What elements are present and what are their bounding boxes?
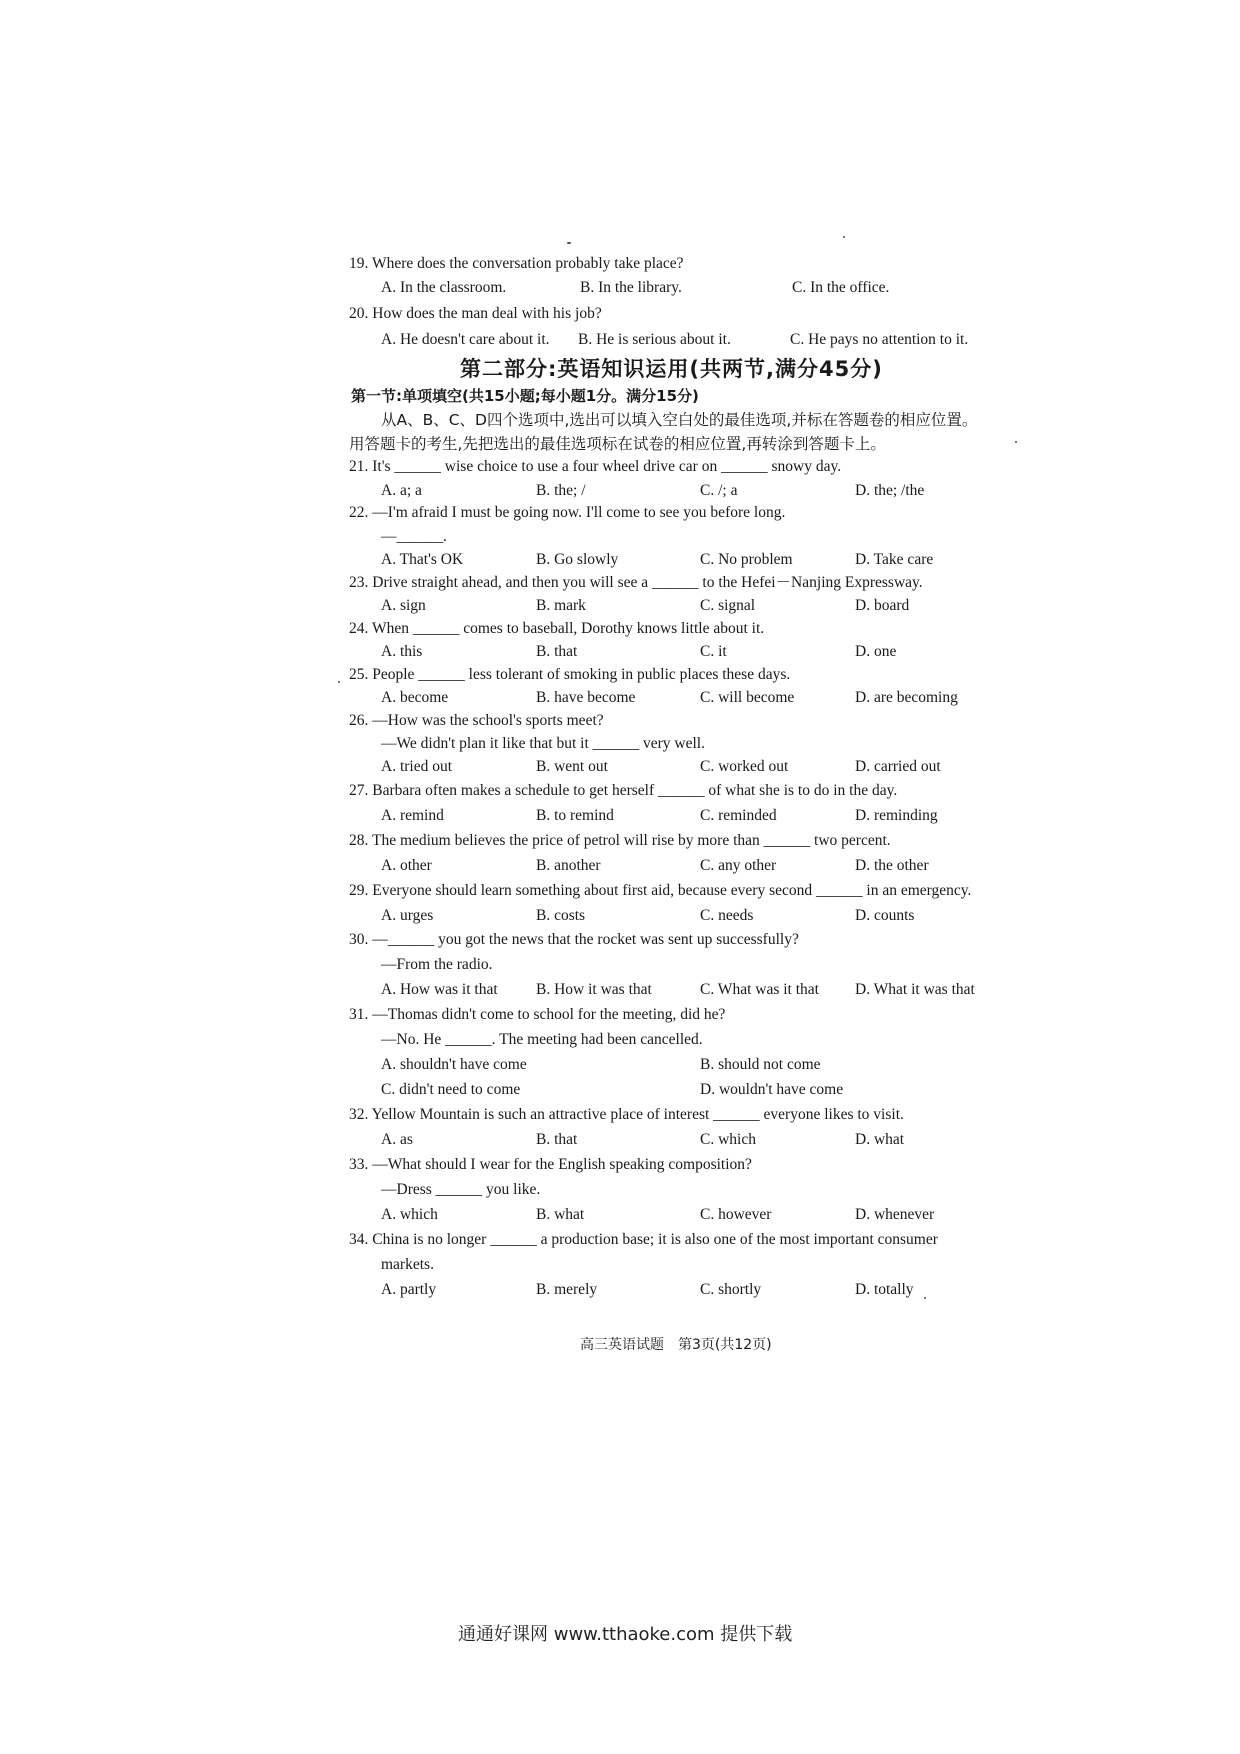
option-c: C. will become xyxy=(700,689,795,706)
option-b: B. How it was that xyxy=(536,981,652,998)
option-b: B. merely xyxy=(536,1281,598,1298)
option-b: B. In the library. xyxy=(580,279,682,296)
question-22-stem: 22. —I'm afraid I must be going now. I'll come to see you before long. xyxy=(349,504,786,521)
question-21-stem: 21. It's ______ wise choice to use a four wheel drive car on ______ snowy day. xyxy=(349,458,842,475)
option-a: A. sign xyxy=(381,597,426,614)
scan-speck xyxy=(1015,441,1017,443)
question-33-reply: —Dress ______ you like. xyxy=(381,1181,541,1198)
scan-speck xyxy=(567,242,571,244)
option-c: C. In the office. xyxy=(792,279,890,296)
question-31-stem: 31. —Thomas didn't come to school for the meeting, did he? xyxy=(349,1006,726,1023)
option-b: B. Go slowly xyxy=(536,551,619,568)
question-26-reply: —We didn't plan it like that but it ______ very well. xyxy=(381,735,705,752)
option-a: A. partly xyxy=(381,1281,437,1298)
option-c: C. however xyxy=(700,1206,772,1223)
option-d: D. one xyxy=(855,643,897,660)
option-a: A. as xyxy=(381,1131,413,1148)
scan-speck xyxy=(924,1297,926,1299)
question-30-reply: —From the radio. xyxy=(381,956,493,973)
option-c: C. worked out xyxy=(700,758,789,775)
option-c: C. What was it that xyxy=(700,981,819,998)
option-d: D. whenever xyxy=(855,1206,935,1223)
option-d: D. totally xyxy=(855,1281,914,1298)
option-b: B. should not come xyxy=(700,1056,821,1073)
option-a: A. other xyxy=(381,857,432,874)
option-c: C. reminded xyxy=(700,807,777,824)
option-b: B. what xyxy=(536,1206,585,1223)
option-c: C. He pays no attention to it. xyxy=(790,331,969,348)
option-c: C. it xyxy=(700,643,727,660)
option-d: D. the; /the xyxy=(855,482,925,499)
option-d: D. the other xyxy=(855,857,929,874)
option-b: B. to remind xyxy=(536,807,614,824)
option-b: B. another xyxy=(536,857,601,874)
question-19-stem: 19. Where does the conversation probably take place? xyxy=(349,255,684,272)
question-28-stem: 28. The medium believes the price of petrol will rise by more than ______ two percent. xyxy=(349,832,891,849)
option-d: D. what xyxy=(855,1131,905,1148)
page-footer: 高三英语试题 第3页(共12页) xyxy=(580,1337,772,1353)
option-a: A. How was it that xyxy=(381,981,498,998)
option-d: D. Take care xyxy=(855,551,934,568)
question-26-stem: 26. —How was the school's sports meet? xyxy=(349,712,604,729)
option-c: C. didn't need to come xyxy=(381,1081,521,1098)
question-25-stem: 25. People ______ less tolerant of smoking in public places these days. xyxy=(349,666,791,683)
option-a: A. a; a xyxy=(381,482,422,499)
option-d: D. carried out xyxy=(855,758,941,775)
option-c: C. /; a xyxy=(700,482,738,499)
question-23-stem: 23. Drive straight ahead, and then you will see a ______ to the Hefei－Nanjing Expressway. xyxy=(349,574,923,591)
option-b: B. that xyxy=(536,1131,578,1148)
option-a: A. tried out xyxy=(381,758,453,775)
question-33-stem: 33. —What should I wear for the English speaking composition? xyxy=(349,1156,752,1173)
option-a: A. That's OK xyxy=(381,551,464,568)
option-c: C. needs xyxy=(700,907,754,924)
option-b: B. have become xyxy=(536,689,636,706)
option-c: C. any other xyxy=(700,857,777,874)
option-d: D. reminding xyxy=(855,807,938,824)
section-one-title: 第一节:单项填空(共15小题;每小题1分。满分15分) xyxy=(351,387,699,405)
option-a: A. shouldn't have come xyxy=(381,1056,527,1073)
option-d: D. What it was that xyxy=(855,981,975,998)
option-c: C. No problem xyxy=(700,551,793,568)
question-32-stem: 32. Yellow Mountain is such an attractive place of interest ______ everyone likes to visit. xyxy=(349,1106,904,1123)
option-a: A. this xyxy=(381,643,423,660)
option-b: B. that xyxy=(536,643,578,660)
instruction-line-2: 用答题卡的考生,先把选出的最佳选项标在试卷的相应位置,再转涂到答题卡上。 xyxy=(349,435,886,453)
option-b: B. went out xyxy=(536,758,608,775)
question-24-stem: 24. When ______ comes to baseball, Dorothy knows little about it. xyxy=(349,620,765,637)
option-d: D. board xyxy=(855,597,910,614)
part-two-title: 第二部分:英语知识运用(共两节,满分45分) xyxy=(460,357,883,381)
question-22-reply: —______. xyxy=(381,528,447,545)
option-a: A. In the classroom. xyxy=(381,279,507,296)
option-b: B. the; / xyxy=(536,482,586,499)
scan-speck xyxy=(843,236,845,238)
scan-speck xyxy=(338,681,340,683)
question-20-stem: 20. How does the man deal with his job? xyxy=(349,305,602,322)
download-watermark: 通通好课网 www.tthaoke.com 提供下载 xyxy=(458,1624,793,1645)
option-c: C. signal xyxy=(700,597,756,614)
option-b: B. He is serious about it. xyxy=(578,331,731,348)
question-34-stem: 34. China is no longer ______ a production base; it is also one of the most important consumer xyxy=(349,1231,938,1248)
option-d: D. are becoming xyxy=(855,689,958,706)
option-c: C. shortly xyxy=(700,1281,762,1298)
option-a: A. become xyxy=(381,689,449,706)
question-29-stem: 29. Everyone should learn something about first aid, because every second ______ in an emergency. xyxy=(349,882,972,899)
option-a: A. He doesn't care about it. xyxy=(381,331,550,348)
question-31-reply: —No. He ______. The meeting had been cancelled. xyxy=(381,1031,703,1048)
question-30-stem: 30. —______ you got the news that the rocket was sent up successfully? xyxy=(349,931,799,948)
option-a: A. which xyxy=(381,1206,438,1223)
option-b: B. costs xyxy=(536,907,586,924)
option-d: D. counts xyxy=(855,907,915,924)
option-c: C. which xyxy=(700,1131,756,1148)
instruction-line-1: 从A、B、C、D四个选项中,选出可以填入空白处的最佳选项,并标在答题卷的相应位置。 xyxy=(381,411,978,429)
question-34-stem-continued: markets. xyxy=(381,1256,434,1273)
option-a: A. remind xyxy=(381,807,444,824)
option-b: B. mark xyxy=(536,597,586,614)
option-a: A. urges xyxy=(381,907,434,924)
question-27-stem: 27. Barbara often makes a schedule to get herself ______ of what she is to do in the day. xyxy=(349,782,898,799)
option-d: D. wouldn't have come xyxy=(700,1081,844,1098)
